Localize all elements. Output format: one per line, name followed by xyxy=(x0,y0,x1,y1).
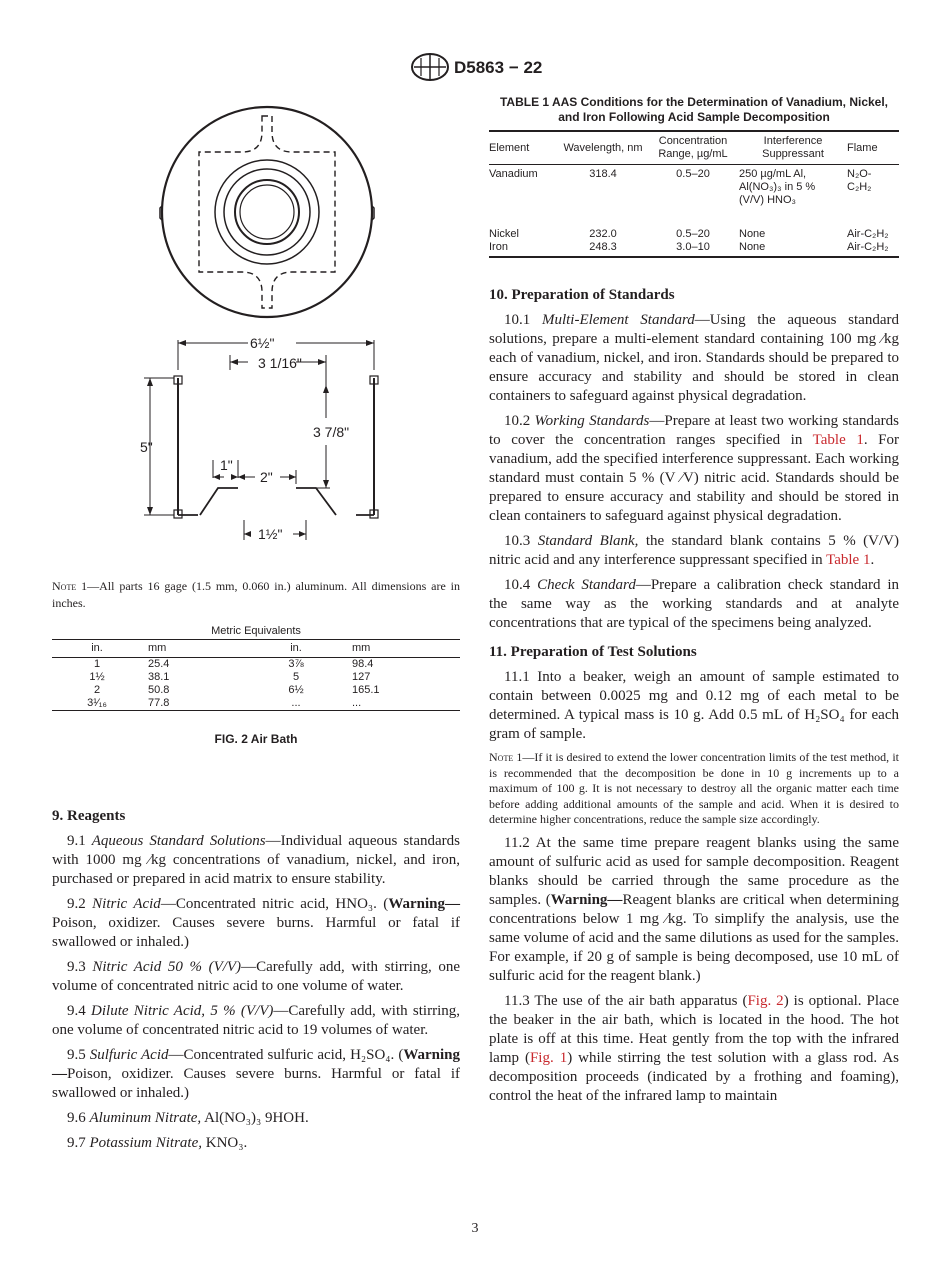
dim-1-1-2: 1½" xyxy=(258,526,283,542)
header-cell: Interference Suppressant xyxy=(739,131,847,165)
sections-10-11 xyxy=(489,286,899,1112)
header-cell: Element xyxy=(489,131,559,165)
paragraph-9-3: 9.3 Nitric Acid 50 % (V/V)—Carefully add, with stirring, one volume of concentrated nitric acid to one volume of water. xyxy=(52,959,461,994)
dim-3-1-16: 3 1/16" xyxy=(258,355,302,371)
section-heading: 9. Reagents xyxy=(52,808,126,824)
table-row xyxy=(489,241,899,257)
paragraph-9-2: 9.2 Nitric Acid—Concentrated nitric acid, HNO₃. (Warning—Poison, oxidizer. Causes severe burns. Harmful or fatal if swallowed or inhaled.) xyxy=(52,896,460,950)
paragraph-9-4: 9.4 Dilute Nitric Acid, 5 % (V/V)—Carefully add, with stirring, one volume of concentrated nitric acid to 19 volumes of water. xyxy=(52,1003,460,1038)
astm-logo-icon xyxy=(410,52,450,82)
cell: 2 xyxy=(93,684,101,696)
paragraph-10-4: 10.4 Check Standard—Prepare a calibration check standard in the same way as the working standards and at analyte concentrations that are typical of the specimens being analyzed. xyxy=(489,577,899,631)
cell: Iron xyxy=(489,241,559,257)
fig-2-link[interactable]: Fig. 2 xyxy=(747,992,784,1009)
header-cell: Wavelength, nm xyxy=(559,131,647,165)
cell: 165.1 xyxy=(352,684,380,696)
top-view-cross xyxy=(199,116,335,308)
dim-2: 2" xyxy=(260,469,273,485)
header-cell: Flame xyxy=(847,131,899,165)
table-row xyxy=(52,697,460,711)
cell: 1½ xyxy=(89,671,105,683)
air-bath-drawing xyxy=(130,100,410,550)
header-cell: in. xyxy=(52,640,142,658)
cell: None xyxy=(739,228,766,240)
cell: ... xyxy=(346,697,460,711)
table-header-row xyxy=(489,131,899,165)
cell: 98.4 xyxy=(352,658,374,670)
cell: 25.4 xyxy=(148,658,170,670)
cell: 5 xyxy=(292,671,300,683)
cell: 38.1 xyxy=(148,671,170,683)
paragraph-11-2: 11.2 At the same time prepare reagent blanks using the same amount of sulfuric acid as used for sample decomposition. Reagent blanks should be carried through the same procedure as the samples. (Warning—Reagent blanks are critical when determining concentrations below 1 mg ⁄kg. To simplify the analysis, use the same volume of acid and the same dilutions as used for the samples. For example, if 20 g of sample is being decomposed, use 10 mL of sulfuric acid for the reagent blank.) xyxy=(489,834,899,984)
metric-equivalents-table xyxy=(52,623,460,711)
cell: 77.8 xyxy=(142,697,246,711)
paragraph-9-1: 9.1 Aqueous Standard Solutions—Individual aqueous standards with 1000 mg ⁄kg concentrations of vanadium, nickel, and iron, purchased or prepared in acid matrix to ensure stability. xyxy=(52,833,461,887)
dim-5: 5" xyxy=(140,439,153,455)
table-row xyxy=(52,671,460,684)
cell: Air-C₂H₂ xyxy=(847,241,899,257)
paragraph-9-6: 9.6 Aluminum Nitrate, Al(NO₃)₃ 9HOH. xyxy=(67,1110,309,1126)
figure-caption: FIG. 2 Air Bath xyxy=(214,732,298,746)
note-text: —All parts 16 gage (1.5 mm, 0.060 in.) aluminum. All dimensions are in inches. xyxy=(52,579,461,610)
cell: 6½ xyxy=(288,684,304,696)
cell: 127 xyxy=(352,671,371,683)
paragraph-10-1: 10.1 Multi-Element Standard—Using the aqueous standard solutions, prepare a multi-element standard containing 100 mg ⁄kg each of vanadium, nickel, and iron. Standards should be prepared to ensure accuracy and stability and should be stored in clean containers to safeguard against physical degradation. xyxy=(489,312,899,404)
paragraph-11-1: 11.1 Into a beaker, weigh an amount of sample estimated to contain between 0.0025 mg and 0.12 mg of each metal to be determined. A typical mass is 10 g. Add 0.5 mL of H₂SO₄ for each gram of sample. xyxy=(489,669,899,742)
paragraph-10-3: 10.3 Standard Blank, the standard blank contains 5 % (V/V) nitric acid and any interference suppressant specified in Table 1. xyxy=(489,533,900,568)
metric-title: Metric Equivalents xyxy=(211,625,301,637)
note-1: Note 1—If it is desired to extend the lower concentration limits of the test method, it is recommended that the decomposition be done in 10 g increments up to a maximum of 100 g. It is not necessary to destroy all the organic matter each time before adding additional amounts of the sample and acid. When it is desired to determine higher concentrations, reduce the sample size accordingly. xyxy=(489,750,899,826)
cell: 3.0–10 xyxy=(647,241,739,257)
section-heading: 11. Preparation of Test Solutions xyxy=(489,644,697,660)
document-designation: D5863 − 22 xyxy=(454,58,543,77)
page-header xyxy=(0,52,950,86)
paragraph-11-3: 11.3 The use of the air bath apparatus (Fig. 2) is optional. Place the beaker in the air bath, which is located in the hood. The hot plate is off at this time. Heat gently from the top with the infrared lamp (Fig. 1) while stirring the test solution with a glass rod. As decomposition proceeds (indicated by a frothing and foaming), control the heat of the infrared lamp to maintain xyxy=(489,992,899,1104)
section-heading: 10. Preparation of Standards xyxy=(489,287,675,303)
table-row xyxy=(489,165,899,229)
cell: 232.0 xyxy=(589,228,617,240)
header-cell: mm xyxy=(142,640,246,658)
cell: Vanadium xyxy=(489,168,538,180)
cell: 3¹⁄₁₆ xyxy=(52,697,142,711)
cell: 0.5–20 xyxy=(676,168,710,180)
figure-note xyxy=(52,578,460,612)
header-cell: mm xyxy=(346,640,460,658)
cell: Air-C₂H₂ xyxy=(847,228,889,240)
cell: ... xyxy=(246,697,346,711)
cell: 1 xyxy=(93,658,101,670)
cell: 318.4 xyxy=(589,168,617,180)
table-1-link[interactable]: Table 1 xyxy=(812,432,864,448)
paragraph-9-7: 9.7 Potassium Nitrate, KNO₃. xyxy=(67,1135,248,1151)
cell: 0.5–20 xyxy=(676,228,710,240)
table-title: TABLE 1 AAS Conditions for the Determination of Vanadium, Nickel, and Iron Following Acid Sample Decomposition xyxy=(499,95,889,124)
page-number: 3 xyxy=(471,1221,479,1236)
table-row xyxy=(489,228,899,241)
dim-3-7-8: 3 7/8" xyxy=(313,424,350,440)
table-row xyxy=(52,684,460,697)
header-cell: Concentration Range, µg/mL xyxy=(647,131,739,165)
fig-1-link[interactable]: Fig. 1 xyxy=(529,1049,568,1066)
table-1-aas-conditions xyxy=(489,95,899,258)
header-cell: in. xyxy=(246,640,346,658)
cell: 248.3 xyxy=(559,241,647,257)
cell: Nickel xyxy=(489,228,519,240)
cell: 250 µg/mL Al, Al(NO₃)₃ in 5 % (V/V) HNO₃ xyxy=(739,168,816,206)
paragraph-10-2: 10.2 Working Standards—Prepare at least two working standards to cover the concentration ranges specified in Table 1. For vanadium, add the specified interference suppressant. Each working standard must contain 5 % (V ⁄V) nitric acid. Standards should be prepared to ensure accuracy and stability and should be stored in clean containers to safeguard against physical degradation. xyxy=(489,413,899,524)
cell: None xyxy=(739,241,847,257)
cell: N₂O-C₂H₂ xyxy=(847,168,872,193)
table-row xyxy=(52,658,460,672)
table-1-link[interactable]: Table 1 xyxy=(826,552,871,568)
cell: 3⅞ xyxy=(288,658,304,670)
note-label: Note 1 xyxy=(52,579,88,593)
dim-6-1-2: 6½" xyxy=(250,335,275,351)
section-9-reagents xyxy=(52,807,460,1159)
table-header-row xyxy=(52,640,460,658)
cell: 50.8 xyxy=(148,684,170,696)
dim-1: 1" xyxy=(220,457,233,473)
paragraph-9-5: 9.5 Sulfuric Acid—Concentrated sulfuric acid, H₂SO₄. (Warning—Poison, oxidizer. Causes severe burns. Harmful or fatal if swallowed or inhaled.) xyxy=(52,1047,460,1101)
